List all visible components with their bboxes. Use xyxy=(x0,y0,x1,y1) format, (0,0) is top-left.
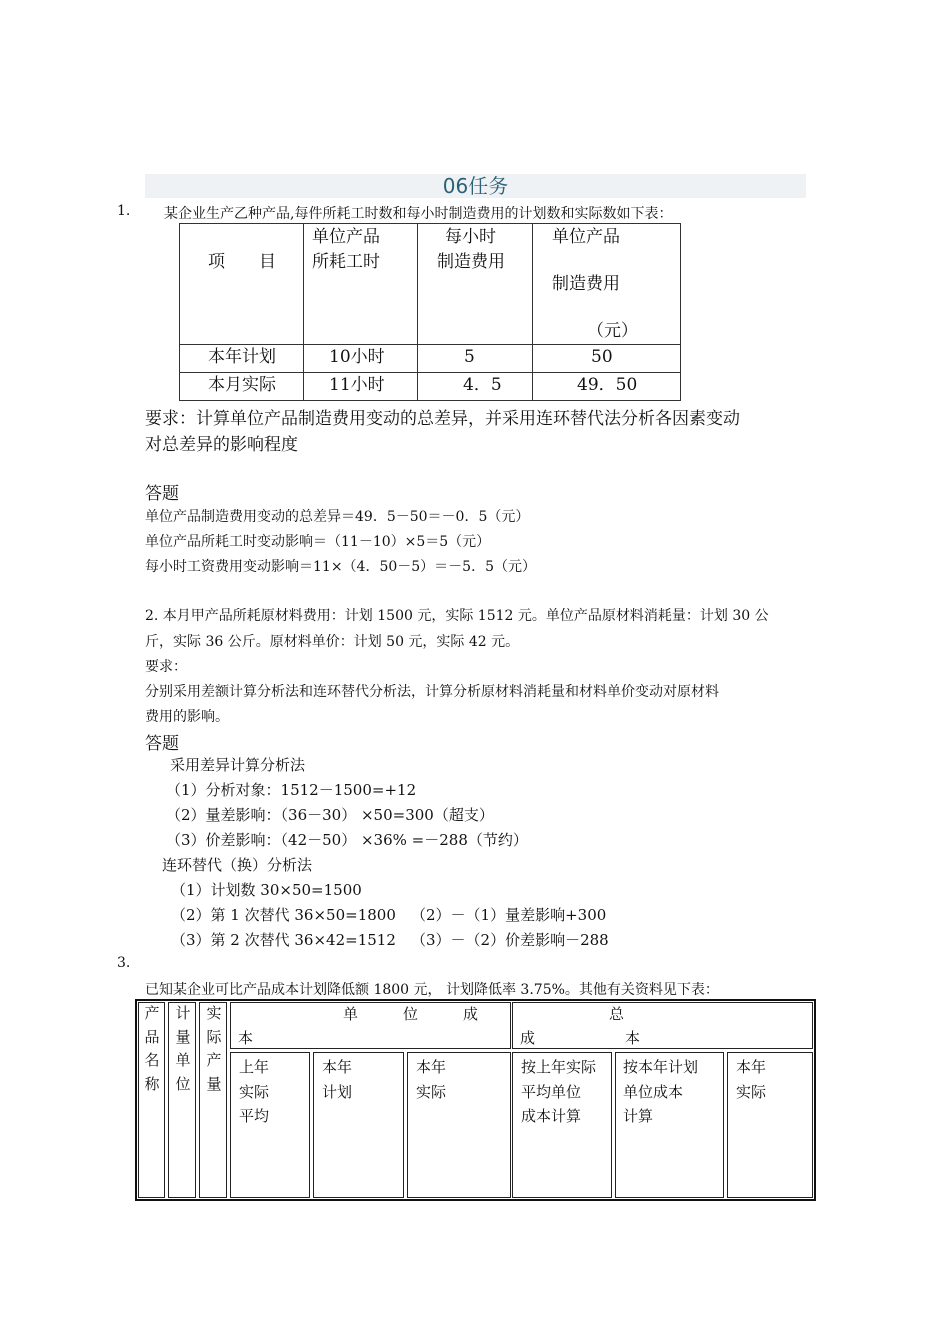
question-1-answer-label: 答题 xyxy=(145,484,179,504)
header-total-cost-cont: 成 本 xyxy=(520,1029,641,1047)
question-3-number: 3. xyxy=(117,955,131,971)
method-2-step3-diff: （3）－（2）价差影响－288 xyxy=(411,931,609,949)
sub-prev-avg: 上年 实际 平均 xyxy=(239,1058,270,1125)
question-2-line2: 斤，实际 36 公斤。原材料单价：计划 50 元，实际 42 元。 xyxy=(145,634,520,650)
row-plan-label: 本年计划 xyxy=(208,347,276,367)
row-actual-hours: 11小时 xyxy=(329,375,385,395)
row-plan-hours: 10小时 xyxy=(329,347,385,367)
method-1-title: 采用差异计算分析法 xyxy=(170,756,306,774)
sub-total-by-prev: 按上年实际 平均单位 成本计算 xyxy=(521,1058,597,1125)
header-rate-line2: 制造费用 xyxy=(437,252,505,272)
question-2-requirement-line2: 费用的影响。 xyxy=(145,709,229,725)
header-item: 项 目 xyxy=(208,252,276,272)
col-actual-output: 实 际 产 量 xyxy=(206,1004,222,1093)
col-unit: 计 量 单 位 xyxy=(175,1004,191,1093)
method-1-step2: （2）量差影响：（36－30） ×50=300（超支） xyxy=(166,806,494,824)
method-1-step3: （3）价差影响：（42－50） ×36% =－288（节约） xyxy=(166,831,528,849)
sub-current-plan: 本年 计划 xyxy=(322,1058,353,1101)
question-1-requirement-line1: 要求：计算单位产品制造费用变动的总差异，并采用连环替代法分析各因素变动 xyxy=(145,409,740,429)
question-2-answer-label: 答题 xyxy=(145,734,179,754)
row-plan-rate: 5 xyxy=(464,347,475,367)
header-cost-line2: 制造费用 xyxy=(552,274,620,294)
header-rate-line1: 每小时 xyxy=(445,227,496,247)
sub-current-actual: 本年 实际 xyxy=(416,1058,447,1101)
question-2-requirement-label: 要求： xyxy=(145,659,187,675)
question-1-number: 1. xyxy=(117,203,131,219)
method-2-step1: （1）计划数 30×50=1500 xyxy=(171,881,362,899)
question-3-table xyxy=(135,999,816,1201)
header-total-cost: 总 xyxy=(609,1005,625,1023)
method-2-title: 连环替代（换）分析法 xyxy=(162,856,313,874)
page-title: 06任务 xyxy=(442,174,509,198)
header-cost-line1: 单位产品 xyxy=(552,227,620,247)
row-actual-cost: 49．50 xyxy=(577,375,638,395)
question-1-answer-line2: 单位产品所耗工时变动影响＝（11－10）×5＝5（元） xyxy=(145,534,491,550)
question-3-intro: 已知某企业可比产品成本计划降低额 1800 元， 计划降低率 3.75%。其他有关资料见下表： xyxy=(145,982,719,998)
sub-total-actual: 本年 实际 xyxy=(736,1058,767,1101)
header-unit-cost-cont: 本 xyxy=(238,1029,254,1047)
question-1-answer-line1: 单位产品制造费用变动的总差异＝49．5－50＝－0．5（元） xyxy=(145,509,530,525)
header-unit-cost: 单 位 成 xyxy=(343,1005,479,1023)
method-2-step2-diff: （2）－（1）量差影响+300 xyxy=(411,906,607,924)
row-actual-rate: 4．5 xyxy=(463,375,502,395)
question-1-requirement-line2: 对总差异的影响程度 xyxy=(145,435,298,455)
row-plan-cost: 50 xyxy=(591,347,613,367)
title-bar xyxy=(145,174,806,198)
question-1-answer-line3: 每小时工资费用变动影响＝11×（4．50－5）＝－5．5（元） xyxy=(145,559,536,575)
question-2-line1: 2. 本月甲产品所耗原材料费用：计划 1500 元，实际 1512 元。单位产品原材料消耗量：计划 30 公 xyxy=(145,608,769,624)
header-cost-line3: （元） xyxy=(587,321,638,341)
header-hours-line1: 单位产品 xyxy=(312,227,380,247)
row-actual-label: 本月实际 xyxy=(208,375,276,395)
question-1-intro: 某企业生产乙种产品,每件所耗工时数和每小时制造费用的计划数和实际数如下表： xyxy=(164,206,673,222)
header-hours-line2: 所耗工时 xyxy=(312,252,380,272)
col-product-name: 产 品 名 称 xyxy=(144,1004,160,1093)
method-2-step3: （3）第 2 次替代 36×42=1512 xyxy=(171,931,396,949)
question-1-table xyxy=(179,223,681,401)
question-2-requirement-line1: 分别采用差额计算分析法和连环替代分析法，计算分析原材料消耗量和材料单价变动对原材料 xyxy=(145,684,719,700)
sub-total-by-plan: 按本年计划 单位成本 计算 xyxy=(623,1058,699,1125)
method-1-step1: （1）分析对象：1512－1500=+12 xyxy=(166,781,417,799)
method-2-step2: （2）第 1 次替代 36×50=1800 xyxy=(171,906,396,924)
